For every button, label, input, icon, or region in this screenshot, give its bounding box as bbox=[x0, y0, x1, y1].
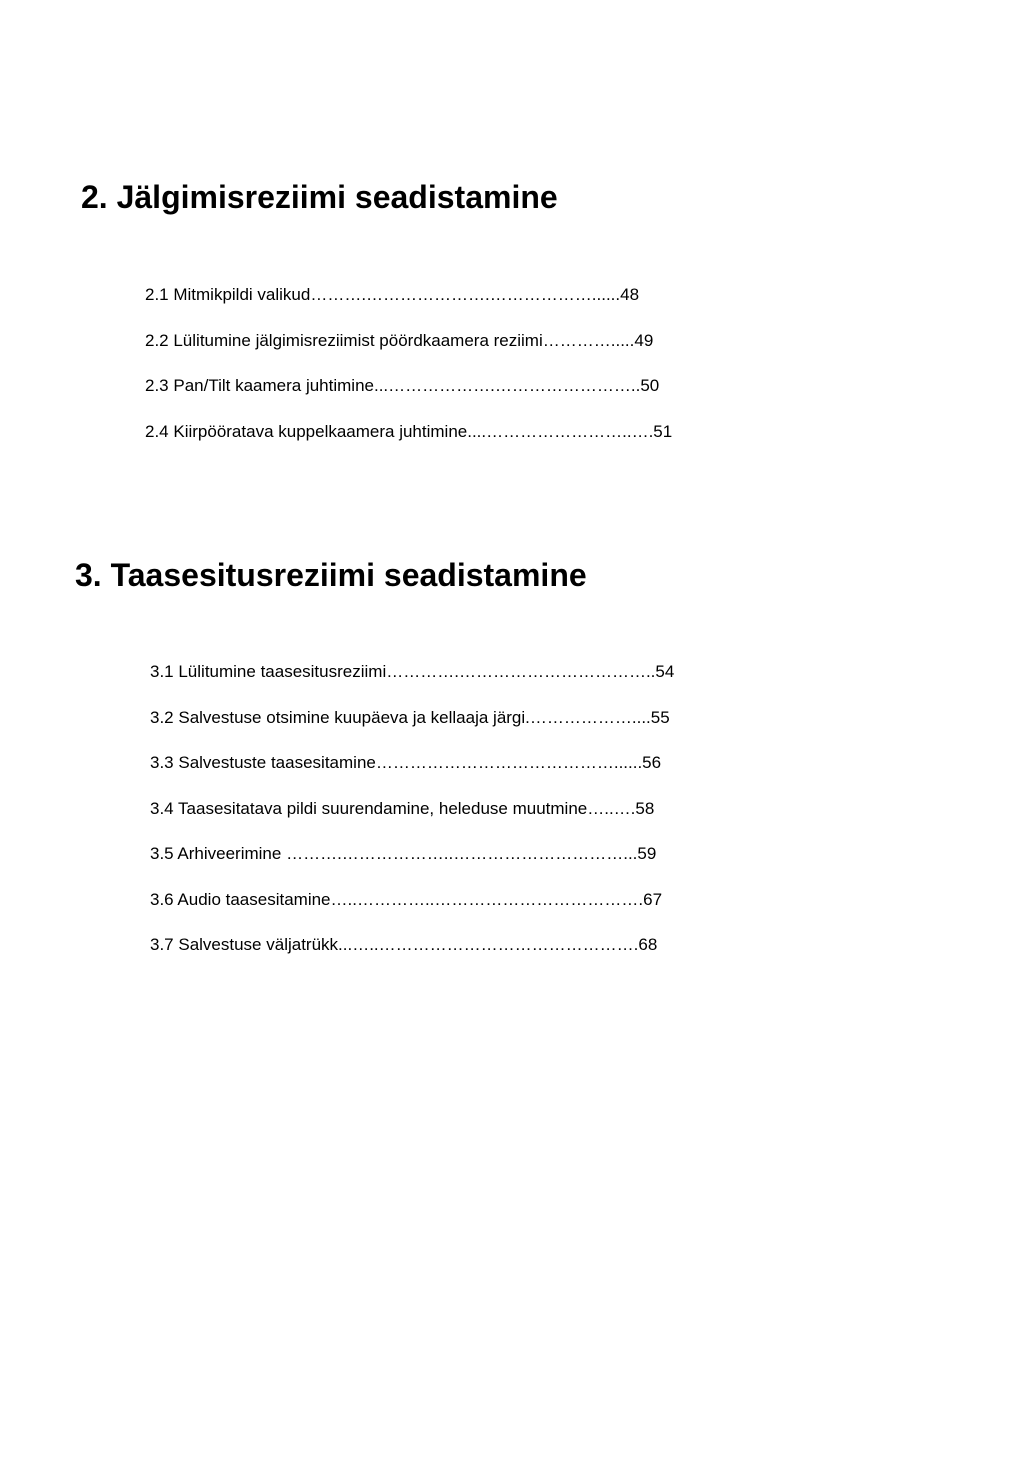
section-2-heading: 2. Jälgimisreziimi seadistamine bbox=[81, 179, 558, 215]
toc-entry-2-3[interactable]: 2.3 Pan/Tilt kaamera juhtimine...……………….……………………..50 bbox=[145, 376, 660, 395]
section-3-toc-list bbox=[150, 662, 674, 981]
toc-entry-3-2[interactable]: 3.2 Salvestuse otsimine kuupäeva ja kellaaja järgi.………………....55 bbox=[150, 707, 670, 727]
toc-entry-3-4[interactable]: 3.4 Taasesitatava pildi suurendamine, heleduse muutmine…..….58 bbox=[150, 798, 655, 818]
toc-entry-3-1[interactable]: 3.1 Lülitumine taasesitusreziimi………….……………………………..54 bbox=[150, 662, 675, 681]
toc-entry-2-1[interactable]: 2.1 Mitmikpildi valikud……….………………….………………......48 bbox=[145, 285, 640, 304]
toc-entry-3-5[interactable]: 3.5 Arhiveerimine ……….………………..…………………………...59 bbox=[150, 844, 657, 863]
toc-entry-2-2[interactable]: 2.2 Lülitumine jälgimisreziimist pöördkaamera reziimi………….....49 bbox=[145, 330, 654, 350]
toc-entry-3-6[interactable]: 3.6 Audio taasesitamine…..…………..……………………………….67 bbox=[150, 889, 663, 909]
toc-entry-3-7[interactable]: 3.7 Salvestuse väljatrükk...…..……………………………………….68 bbox=[150, 935, 658, 954]
section-2-toc-list bbox=[145, 285, 672, 467]
toc-entry-3-3[interactable]: 3.3 Salvestuste taasesitamine……………………………………......56 bbox=[150, 753, 662, 772]
section-3-heading: 3. Taasesitusreziimi seadistamine bbox=[75, 557, 587, 593]
toc-entry-2-4[interactable]: 2.4 Kiirpööratava kuppelkaamera juhtimine....……………………..….51 bbox=[145, 421, 673, 441]
